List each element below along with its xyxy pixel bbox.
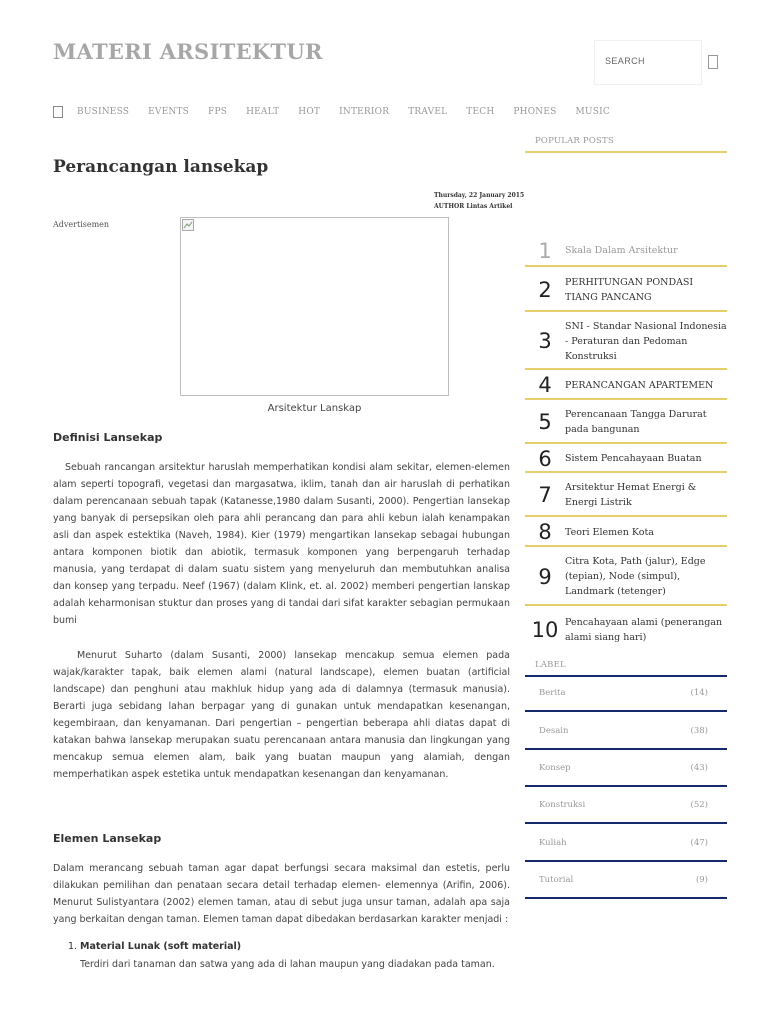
nav-item-business[interactable]: BUSINESS (77, 107, 130, 117)
popular-post-title[interactable]: PERANCANGAN APARTEMEN (565, 379, 714, 391)
popular-posts-heading: POPULAR POSTS (525, 136, 727, 153)
popular-post-title[interactable]: SNI - Standar Nasional Indonesia - Peraturan dan Pedoman Konstruksi (565, 320, 727, 362)
popular-post-number: 8 (538, 520, 552, 544)
broken-image-icon (182, 219, 194, 231)
image-caption: Arsitektur Lanskap (267, 403, 362, 414)
home-icon[interactable] (53, 106, 63, 118)
label-count: (38) (690, 726, 708, 736)
nav-item-travel[interactable]: TRAVEL (408, 107, 448, 117)
label-item-berita[interactable] (525, 676, 727, 712)
post-image (180, 217, 449, 396)
label-count: (47) (690, 838, 708, 848)
label-item-desain[interactable] (525, 714, 727, 750)
popular-post-title[interactable]: Arsitektur Hemat Energi & Energi Listrik (565, 482, 697, 508)
popular-post-number: 6 (538, 446, 552, 471)
paragraph-definisi-1: Sebuah rancangan arsitektur haruslah memperhatikan kondisi alam sekitar, elemen-elemen alam seperti topografi, vegetasi dan margasatwa, iklim, tanah dan air haruslah di perhatikan dalam perencanaan sebuah tapak (Katanesse,1980 dalam Susanti, 2000). Pengertian lansekap yang banyak di persepsikan oleh para ahli perancang dan para ahli kebun ialah kenampakan asli dan aspek estektika (Naveh, 1984). Kier (1979) mengartikan lansekap sebagai hubungan antara komponen biotik dan abiotik, termasuk komponen yang berpengaruh terhadap manusia, yang terdapat di dalam suatu sistem yang menyeluruh dan membutuhkan analisa dan konsep yang terpadu. Neef (1967) (dalam Klink, et. al. 2002) memberi pengertian lanskap adalah keharmonisan stuktur dan proses yang di tandai dari sifat karakter sebagian permukaan bumi (53, 462, 510, 626)
popular-post-item[interactable] (525, 475, 727, 517)
post-meta (434, 190, 524, 212)
popular-post-title[interactable]: Skala Dalam Arsitektur (565, 245, 678, 256)
popular-post-item[interactable] (525, 372, 727, 400)
nav-item-fps[interactable]: FPS (208, 107, 228, 117)
search-icon[interactable] (708, 55, 718, 69)
advertisement-label: Advertisemen (53, 220, 110, 229)
section-heading-definisi: Definisi Lansekap (53, 431, 163, 444)
label-count: (14) (690, 688, 708, 698)
popular-post-title[interactable]: Sistem Pencahayaan Buatan (565, 453, 702, 464)
nav-item-hot[interactable]: HOT (298, 107, 321, 117)
popular-post-item[interactable] (525, 236, 727, 267)
label-name[interactable]: Desain (539, 726, 569, 736)
label-count: (52) (690, 800, 708, 810)
label-count: (43) (690, 763, 708, 773)
list-item-description: Terdiri dari tanaman dan satwa yang ada di lahan maupun yang diadakan pada taman. (80, 959, 495, 970)
popular-post-number: 4 (538, 373, 552, 397)
popular-post-item[interactable] (525, 446, 727, 473)
nav-item-phones[interactable]: PHONES (513, 107, 557, 117)
popular-post-number: 10 (531, 618, 559, 642)
label-item-kuliah[interactable] (525, 826, 727, 862)
popular-post-number: 5 (538, 410, 552, 434)
list-item-title: Material Lunak (soft material) (80, 941, 242, 952)
post-date: Thursday, 22 January 2015 (434, 192, 525, 199)
paragraph-definisi-2: Menurut Suharto (dalam Susanti, 2000) lansekap mencakup semua elemen pada wajak/karakter tapak, baik elemen alami (natural landscape), elemen buatan (artificial landscape) dan penghuni atau makhluk hidup yang ada di dalamnya (termasuk manusia). Berarti juga sebidang lahan berpagar yang di gunakan untuk mendapatkan kesenangan, kegembiraan, dan kenyamanan. Dari pengertian – pengertian beberapa ahli diatas dapat di katakan bahwa lansekap merupakan suatu perencanaan antara manusia dan lingkungan yang mencakup semua elemen alam, baik yang buatan maupun yang alamiah, dengan memperhatikan aspek estetika untuk mendapatkan kesenangan dan kenyamanan. (53, 650, 510, 780)
post-author[interactable]: AUTHOR Lintas Artikel (434, 203, 513, 210)
popular-post-title[interactable]: Teori Elemen Kota (565, 526, 654, 538)
label-item-konstruksi[interactable] (525, 788, 727, 824)
label-heading: LABEL (525, 660, 727, 677)
section-heading-elemen: Elemen Lansekap (53, 832, 162, 845)
main-nav (53, 104, 629, 120)
label-count: (9) (695, 875, 708, 885)
label-name[interactable]: Konsep (539, 763, 571, 773)
label-name[interactable]: Kuliah (539, 838, 567, 848)
popular-post-number: 2 (538, 277, 552, 302)
popular-post-item[interactable] (525, 519, 727, 547)
label-name[interactable]: Konstruksi (539, 800, 586, 810)
label-name[interactable]: Berita (539, 688, 566, 698)
popular-post-title[interactable]: Citra Kota, Path (jalur), Edge (tepian), Node (simpul), Landmark (tetenger) (565, 556, 706, 597)
nav-item-interior[interactable]: INTERIOR (339, 107, 390, 117)
nav-item-music[interactable]: MUSIC (575, 107, 610, 117)
popular-post-number: 7 (538, 483, 552, 507)
search-box (594, 40, 702, 85)
popular-post-title[interactable]: Perencanaan Tangga Darurat pada bangunan (565, 409, 707, 435)
popular-post-item[interactable] (525, 549, 727, 606)
paragraph-elemen-1: Dalam merancang sebuah taman agar dapat berfungsi secara maksimal dan estetis, perlu dilakukan pemilihan dan penataan secara detail terhadap elemen- elemennya (Arifin, 2006). Menurut Sulistyantara (2002) elemen taman, atau di sebut juga unsur taman, adalah apa saja yang berkaitan dengan taman. Elemen taman dapat dibedakan berdasarkan karakter menjadi : (53, 863, 510, 925)
popular-post-title[interactable]: PERHITUNGAN PONDASI TIANG PANCANG (565, 276, 694, 303)
search-input[interactable] (605, 56, 695, 66)
popular-post-number: 9 (538, 564, 552, 589)
site-title[interactable]: MATERI ARSITEKTUR (53, 39, 323, 64)
nav-item-events[interactable]: EVENTS (148, 107, 190, 117)
post-title: Perancangan lansekap (53, 157, 269, 177)
popular-post-item[interactable] (525, 402, 727, 444)
nav-item-tech[interactable]: TECH (466, 107, 495, 117)
label-name[interactable]: Tutorial (539, 875, 574, 885)
popular-post-item[interactable] (525, 269, 727, 312)
popular-post-item[interactable] (525, 608, 727, 652)
popular-post-number: 3 (538, 329, 552, 353)
popular-post-item[interactable] (525, 314, 727, 370)
nav-item-healt[interactable]: HEALT (246, 107, 280, 117)
label-item-konsep[interactable] (525, 751, 727, 787)
popular-post-number: 1 (538, 238, 552, 263)
label-item-tutorial[interactable] (525, 863, 727, 899)
list-number: 1. (68, 941, 78, 952)
popular-post-title[interactable]: Pencahayaan alami (penerangan alami siang hari) (565, 617, 723, 643)
